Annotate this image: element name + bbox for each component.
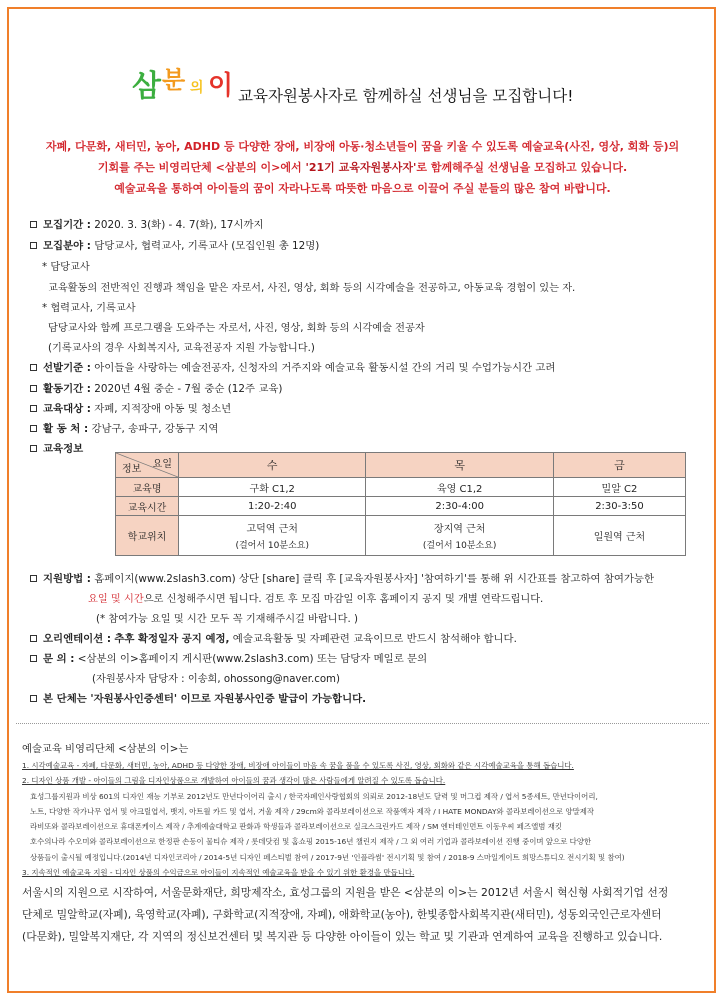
row-label-class: 교육명 (116, 478, 179, 497)
page-title: 교육자원봉사자로 함께하실 선생님을 모집합니다! (238, 87, 574, 105)
contact-line-2: (자원봉사자 담당자 : 이송희, ohossong@naver.com) (92, 674, 340, 685)
intro-highlight: '21기 교육자원봉사자' (305, 161, 417, 174)
table-cell: 구화 C1,2 (179, 478, 366, 497)
intro-paragraph (16, 136, 709, 199)
apply-method: 지원방법 : 홈페이지(www.2slash3.com) 상단 [share] 클릭 후 [교육자원봉사자] '참여하기'를 통해 위 시간표를 참고하여 참여가능한 (30, 570, 654, 585)
org-title: 예술교육 비영리단체 <삼분의 이>는 (22, 743, 189, 755)
closing-paragraph: 서울시의 지원으로 시작하여, 서울문화재단, 희망제작소, 효성그룹의 지원을 받은 <삼분의 이>는 2012년 서울시 혁신형 사회적기업 선정 단체로 밀알학교(자폐), 육영학교(자폐), 구화학교(지적장애, 자폐), 애화학교(농아), 한빛종합사회복지관(새터민), 성동외국인근로자센터 (다문화), 밀알복지재단, 각 지역의 정신보건센터 및 복지관 등 다양한 아이들이 있는 학교 및 기관과 연계하여 교육을 진행하고 있습니다. (22, 886, 669, 943)
note-2-detail: 호수의나라 수오미와 콜라보레이션으로 한정판 손동이 물티슈 제작 / 롯데닷컴 및 홈쇼핑 2015-16년 챌린지 제작 / 그 외 여러 기업과 콜라보레이션 진행 중이며 앞으로 다양한 (30, 837, 592, 847)
note-2-detail: 상품들이 출시될 예정입니다.(2014년 디자인코리아 / 2014-5년 디자인 페스티벌 참여 / 2017-9년 '인플라썸' 전시기획 및 참여 / 2018-9 스마일게이트 희망스튜디오 전시기획 및 참여) (30, 852, 625, 862)
table-cell: 일원역 근처 (553, 516, 685, 556)
schedule-table (115, 452, 686, 556)
intro-line-1: 자폐, 다문화, 새터민, 농아, ADHD 등 다양한 장애, 비장애 아동·청소년들이 꿈을 키울 수 있도록 예술교육(사진, 영상, 회화 등)의 (45, 140, 680, 153)
education-info-label: 교육정보 (30, 440, 83, 455)
table-corner: 요일 정보 (116, 453, 179, 478)
orientation: 오리엔테이션 : 추후 확정일자 공지 예정, 예술교육활동 및 자폐관련 교육이므로 반드시 참석해야 합니다. (30, 630, 517, 645)
certification: 본 단체는 '자원봉사인증센터' 이므로 자원봉사인증 발급이 가능합니다. (30, 690, 366, 705)
education-target: 교육대상 : 자폐, 지적장애 아동 및 청소년 (30, 400, 231, 415)
table-cell: 2:30-4:00 (366, 497, 553, 516)
svg-text:분: 분 (162, 66, 186, 94)
org-notes (22, 758, 702, 880)
table-cell: 2:30-3:50 (553, 497, 685, 516)
note-2-detail: 라비또와 콜라보레이션으로 휴대폰케이스 제작 / 추계예술대학교 판화과 학생들과 콜라보레이션으로 실크스크린카드 제작 / SM 엔터테인먼트 이동우씨 페즈앨범 재킷 (30, 822, 562, 832)
svg-text:의: 의 (190, 80, 204, 96)
activity-area: 활 동 처 : 강남구, 송파구, 강동구 지역 (30, 420, 218, 435)
table-cell: 밀알 C2 (553, 478, 685, 497)
apply-line-2: 요일 및 시간으로 신청해주시면 됩니다. 검토 후 모집 마감일 이후 홈페이지 공지 및 개별 연락드립니다. (88, 594, 544, 605)
recruit-field: 모집분야 : 담당교사, 협력교사, 기록교사 (모집인원 총 12명) (30, 237, 319, 252)
note-2: 2. 디자인 상품 개발 - 아이들의 그림을 디자인상품으로 개발하여 아이들의 꿈과 생각이 많은 사람들에게 알려질 수 있도록 돕습니다. (22, 776, 446, 786)
assist-teacher-desc-1: 담당교사와 함께 프로그램을 도와주는 자로서, 사진, 영상, 회화 등의 시각예술 전공자 (48, 323, 425, 334)
table-cell: 육영 C1,2 (366, 478, 553, 497)
contact: 문 의 : <삼분의 이>홈페이지 게시판(www.2slash3.com) 또는 담당자 메일로 문의 (30, 650, 427, 665)
lead-teacher-desc: 교육활동의 전반적인 진행과 책임을 맡은 자로서, 사진, 영상, 회화 등의 시각예술을 전공하고, 아동교육 경험이 있는 자. (48, 283, 576, 294)
recruit-period: 모집기간 : 2020. 3. 3(화) - 4. 7(화), 17시까지 (30, 216, 264, 231)
day-header-thu: 목 (366, 453, 553, 478)
table-cell: 고덕역 근처 (걸어서 10분소요) (179, 516, 366, 556)
svg-text:이: 이 (208, 71, 234, 101)
assist-teacher-desc-2: (기록교사의 경우 사회복지사, 교육전공자 지원 가능합니다.) (48, 343, 315, 354)
day-header-wed: 수 (179, 453, 366, 478)
activity-period: 활동기간 : 2020년 4월 중순 - 7월 중순 (12주 교육) (30, 380, 282, 395)
note-1: 1. 시각예술교육 - 자폐, 다문화, 새터민, 농아, ADHD 등 다양한 장애, 비장애 아이들이 마음 속 꿈을 품을 수 있도록 사진, 영상, 회화와 같은 시각예술교육을 통해 돕습니다. (22, 761, 574, 770)
apply-line-3: (* 참여가능 요일 및 시간 모두 꼭 기재해주시길 바랍니다. ) (96, 614, 358, 625)
assist-teacher-title: * 협력교사, 기록교사 (42, 303, 136, 314)
note-2-detail: 효성그룹지원과 비상 601의 디자인 재능 기부로 2012년도 만년다이어리 출시 / 한국자폐인사랑협회의 의뢰로 2012-18년도 달력 및 머그컵 제작 / 엽서 5종세트, 만년다이어리, (30, 791, 598, 801)
selection-criteria: 선발기준 : 아이들을 사랑하는 예술전공자, 신청자의 거주지와 예술교육 활동시설 간의 거리 및 수업가능시간 고려 (30, 359, 555, 374)
lead-teacher-title: * 담당교사 (42, 262, 90, 273)
apply-highlight: 요일 및 시간 (88, 594, 144, 605)
section-divider (16, 723, 709, 724)
intro-line-2: 기회를 주는 비영리단체 <삼분의 이>에서 '21기 교육자원봉사자'로 함께해주실 선생님을 모집하고 있습니다. (97, 161, 628, 174)
row-label-location: 학교위치 (116, 516, 179, 556)
table-cell: 1:20-2:40 (179, 497, 366, 516)
row-label-time: 교육시간 (116, 497, 179, 516)
svg-text:삼: 삼 (132, 69, 161, 104)
intro-line-3: 예술교육을 통하여 아이들의 꿈이 자라나도록 따뜻한 마음으로 이끌어 주실 분들의 많은 참여 바랍니다. (114, 182, 611, 195)
samboonui-logo (132, 62, 240, 104)
note-2-detail: 노트, 다양한 작가나무 엽서 및 아크릴엽서, 뱃지, 아트월 카드 및 엽서, 거울 제작 / 29cm와 콜라보레이션으로 작품액자 제작 / I HATE MONDAY와 콜라보레이션으로 양말제작 (30, 806, 594, 816)
note-3: 3. 지속적인 예술교육 지원 - 디자인 상품의 수익금으로 아이들이 지속적인 예술교육을 받을 수 있기 위한 환경을 만듭니다. (22, 868, 415, 878)
day-header-fri: 금 (553, 453, 685, 478)
table-cell: 장지역 근처 (걸어서 10분소요) (366, 516, 553, 556)
